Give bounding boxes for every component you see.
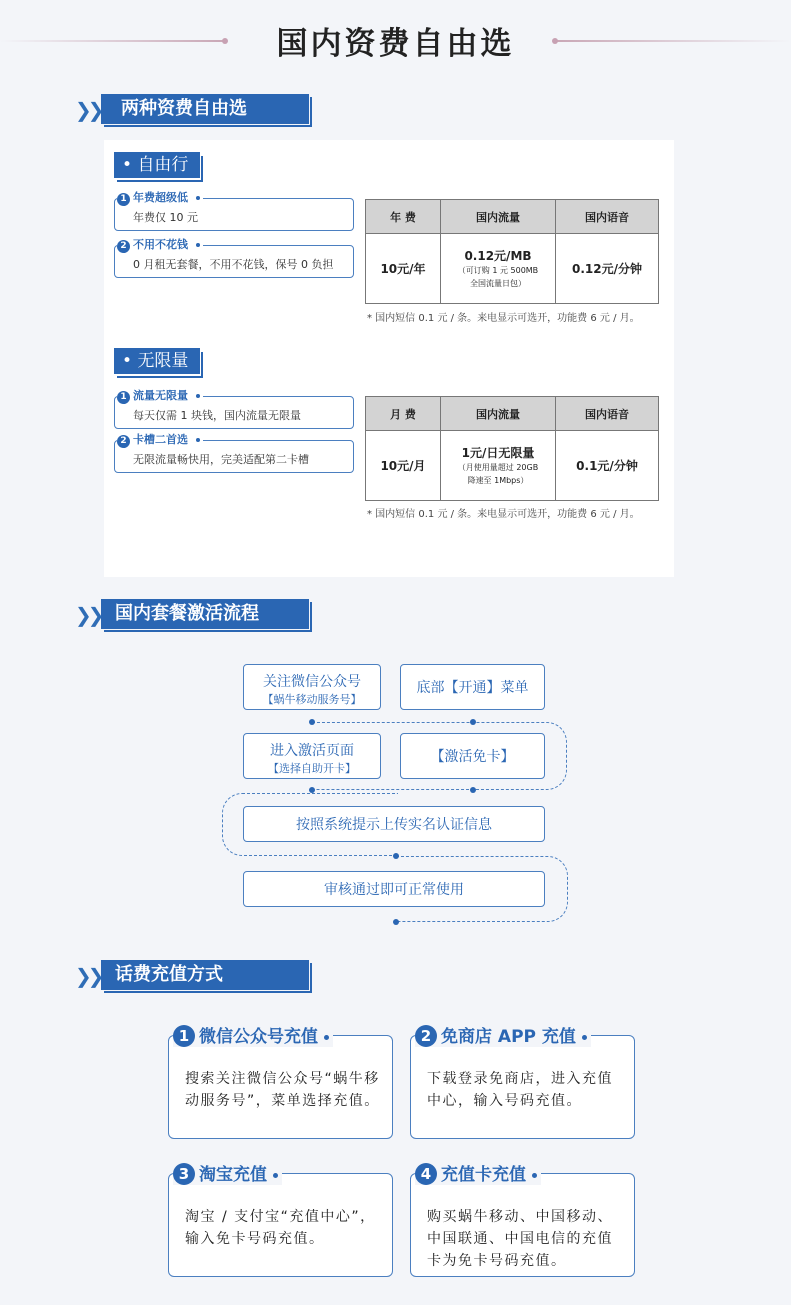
number-badge: 2 [415,1025,437,1047]
number-badge: 2 [117,240,130,253]
table-cell: 0.12元/分钟 [556,234,659,304]
feature-box [114,433,354,473]
flow-step-approved: 审核通过即可正常使用 [243,871,545,907]
table-cell: 0.12元/MB （可订购 1 元 500MB 全国流量日包） [441,234,556,304]
number-badge: 1 [117,193,130,206]
method-title: 免商店 APP 充值 [441,1027,576,1047]
feature-desc: 每天仅需 1 块钱，国内流量无限量 [133,409,301,422]
method-desc: 下载登录免商店，进入充值中心，输入号码充值。 [427,1071,613,1109]
table-header: 年 费 [366,200,441,234]
plan-tag-free: • 自由行 [114,152,200,178]
flow-dot [393,853,399,859]
method-title: 微信公众号充值 [199,1027,318,1047]
recharge-method-app [410,1027,635,1139]
feature-title: 年费超级低 [133,191,188,204]
feature-desc: 年费仅 10 元 [133,211,198,224]
method-desc: 淘宝 / 支付宝“充值中心”，输入免卡号码充值。 [185,1209,376,1247]
method-title: 充值卡充值 [441,1165,526,1185]
feature-desc: 0 月租无套餐，不用不花钱，保号 0 负担 [133,258,334,271]
flow-dot [470,787,476,793]
feature-title: 卡槽二首选 [133,433,188,446]
section-title: 话费充值方式 [101,960,309,990]
feature-title: 不用不花钱 [133,238,188,251]
feature-desc: 无限流量畅快用，完美适配第二卡槽 [133,453,309,466]
table-header: 国内流量 [441,200,556,234]
recharge-method-wechat [168,1027,393,1139]
table-cell: 0.1元/分钟 [556,431,659,501]
flow-dot [470,719,476,725]
table-header: 国内语音 [556,200,659,234]
table-cell: 1元/日无限量 （月使用量超过 20GB 降速至 1Mbps） [441,431,556,501]
method-title: 淘宝充值 [199,1165,267,1185]
double-chevron-icon: ❯❯ [75,98,101,122]
recharge-method-taobao [168,1165,393,1277]
number-badge: 2 [117,435,130,448]
number-badge: 1 [173,1025,195,1047]
plan-tag-unlimited: • 无限量 [114,348,200,374]
method-desc: 购买蜗牛移动、中国移动、中国联通、中国电信的充值卡为免卡号码充值。 [427,1209,613,1269]
number-badge: 1 [117,391,130,404]
flow-dot [309,719,315,725]
footnote: * 国内短信 0.1 元 / 条。来电显示可选开，功能费 6 元 / 月。 [367,313,640,324]
feature-title: 流量无限量 [133,389,188,402]
section-title: 两种资费自由选 [101,94,309,124]
tariff-table [365,396,659,501]
recharge-method-card [410,1165,635,1277]
flow-step-activate-page: 进入激活页面 【选择自助开卡】 [243,733,381,779]
table-cell: 10元/月 [366,431,441,501]
footnote: * 国内短信 0.1 元 / 条。来电显示可选开，功能费 6 元 / 月。 [367,509,640,520]
section-title: 国内套餐激活流程 [101,599,309,629]
table-header: 月 费 [366,397,441,431]
table-header: 国内流量 [441,397,556,431]
number-badge: 3 [173,1163,195,1185]
flow-step-activate-card: 【激活免卡】 [400,733,545,779]
table-cell: 10元/年 [366,234,441,304]
feature-box [114,191,354,231]
flow-step-menu: 底部【开通】菜单 [400,664,545,710]
flow-dot [309,787,315,793]
page-title: 国内资费自由选 [276,26,515,62]
method-desc: 搜索关注微信公众号“蜗牛移动服务号”，菜单选择充值。 [185,1071,380,1109]
double-chevron-icon: ❯❯ [75,603,101,627]
flow-step-verify: 按照系统提示上传实名认证信息 [243,806,545,842]
table-header: 国内语音 [556,397,659,431]
feature-box [114,389,354,429]
double-chevron-icon: ❯❯ [75,964,101,988]
tariff-table [365,199,659,304]
number-badge: 4 [415,1163,437,1185]
flow-dot [393,919,399,925]
flow-step-follow: 关注微信公众号 【蜗牛移动服务号】 [243,664,381,710]
feature-box [114,238,354,278]
